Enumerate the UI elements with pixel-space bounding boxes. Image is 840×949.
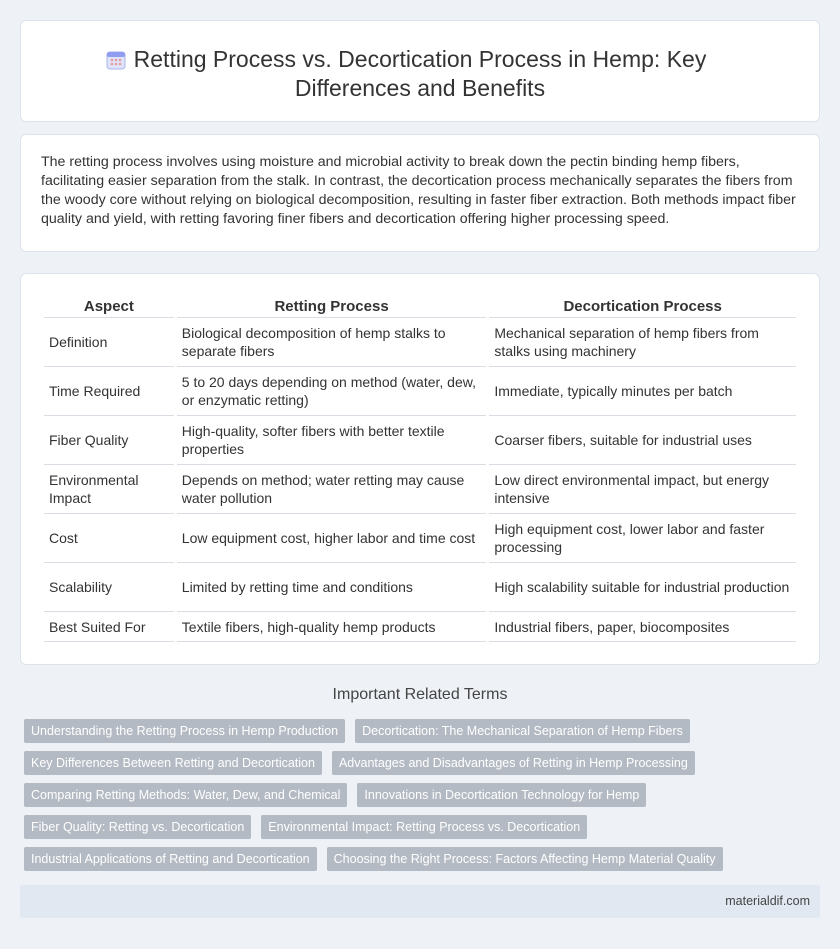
cell-aspect: Best Suited For (44, 612, 174, 642)
cell-retting: 5 to 20 days depending on method (water, dew, or enzymatic retting) (177, 367, 487, 416)
intro-card (20, 134, 820, 252)
cell-decortication: High equipment cost, lower labor and faster processing (489, 514, 796, 563)
cell-retting: Low equipment cost, higher labor and time cost (177, 514, 487, 563)
table-row (44, 416, 796, 465)
related-term-tag[interactable]: Environmental Impact: Retting Process vs. Decortication (261, 815, 587, 839)
column-header-retting: Retting Process (177, 296, 487, 318)
table-row (44, 318, 796, 367)
page-title (21, 45, 819, 103)
page-title-line-2: Differences and Benefits (294, 75, 546, 101)
cell-decortication: Low direct environmental impact, but energy intensive (489, 465, 796, 514)
cell-retting: High-quality, softer fibers with better textile properties (177, 416, 487, 465)
footer-bar (20, 885, 820, 918)
table-row (44, 563, 796, 612)
cell-aspect: Fiber Quality (44, 416, 174, 465)
comparison-table-card (20, 273, 820, 665)
page-title-line-1: Retting Process vs. Decortication Process in Hemp: Key (133, 46, 707, 72)
table-header-row (44, 296, 796, 318)
cell-aspect: Environmental Impact (44, 465, 174, 514)
cell-retting: Limited by retting time and conditions (177, 563, 487, 612)
cell-aspect: Cost (44, 514, 174, 563)
table-row (44, 465, 796, 514)
cell-retting: Biological decomposition of hemp stalks to separate fibers (177, 318, 487, 367)
table-row (44, 367, 796, 416)
cell-aspect: Time Required (44, 367, 174, 416)
related-term-tag[interactable]: Industrial Applications of Retting and Decortication (24, 847, 317, 871)
related-term-tag[interactable]: Advantages and Disadvantages of Retting in Hemp Processing (332, 751, 695, 775)
column-header-aspect: Aspect (44, 296, 174, 318)
cell-decortication: Coarser fibers, suitable for industrial uses (489, 416, 796, 465)
cell-retting: Textile fibers, high-quality hemp products (177, 612, 487, 642)
cell-decortication: High scalability suitable for industrial production (489, 563, 796, 612)
title-card (20, 20, 820, 122)
related-term-tag[interactable]: Choosing the Right Process: Factors Affecting Hemp Material Quality (327, 847, 723, 871)
related-terms-list (24, 719, 724, 879)
cell-aspect: Definition (44, 318, 174, 367)
related-term-tag[interactable]: Understanding the Retting Process in Hemp Production (24, 719, 345, 743)
cell-decortication: Mechanical separation of hemp fibers from stalks using machinery (489, 318, 796, 367)
related-terms-heading: Important Related Terms (332, 686, 508, 703)
comparison-table (41, 296, 799, 642)
related-term-tag[interactable]: Key Differences Between Retting and Decortication (24, 751, 322, 775)
cell-aspect: Scalability (44, 563, 174, 612)
related-term-tag[interactable]: Innovations in Decortication Technology for Hemp (357, 783, 646, 807)
related-term-tag[interactable]: Fiber Quality: Retting vs. Decortication (24, 815, 251, 839)
table-row (44, 514, 796, 563)
cell-decortication: Industrial fibers, paper, biocomposites (489, 612, 796, 642)
table-row (44, 612, 796, 642)
column-header-decortication: Decortication Process (489, 296, 796, 318)
related-term-tag[interactable]: Decortication: The Mechanical Separation of Hemp Fibers (355, 719, 690, 743)
footer-site-link[interactable]: materialdif.com (725, 894, 810, 908)
cell-retting: Depends on method; water retting may cause water pollution (177, 465, 487, 514)
intro-paragraph: The retting process involves using moisture and microbial activity to break down the pectin binding hemp fibers, facilitating easier separation from the stalk. In contrast, the decortication process mechanically separates the fibers from the woody core without relying on biological decomposition, resulting in faster fiber extraction. Both methods impact fiber quality and yield, with retting favoring finer fibers and decortication offering higher processing speed. (41, 154, 796, 227)
cell-decortication: Immediate, typically minutes per batch (489, 367, 796, 416)
related-term-tag[interactable]: Comparing Retting Methods: Water, Dew, and Chemical (24, 783, 347, 807)
